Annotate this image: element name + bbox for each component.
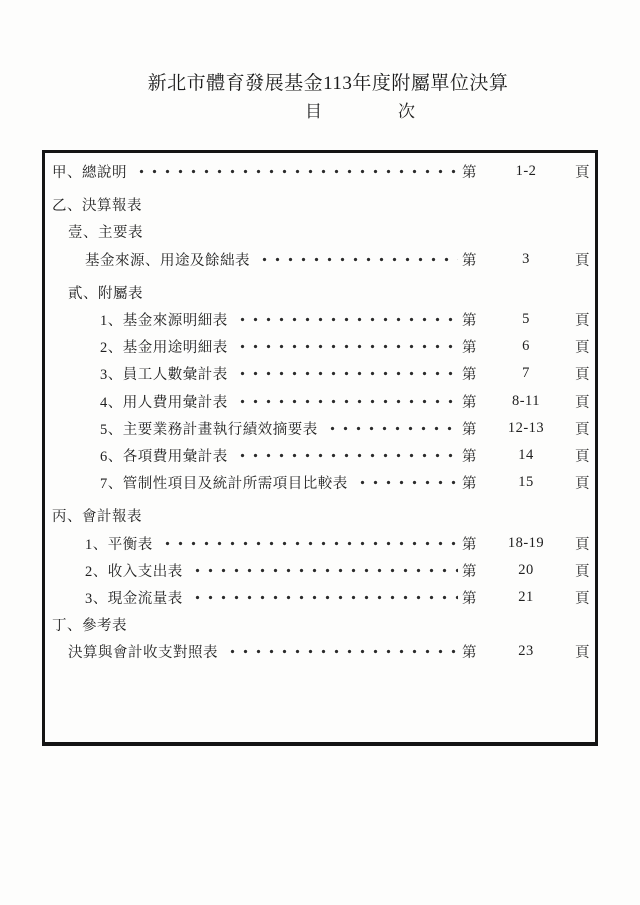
toc-entry-label: 基金來源、用途及餘絀表 bbox=[85, 252, 250, 269]
page-reference bbox=[462, 418, 590, 439]
dot-leader bbox=[234, 442, 458, 469]
page-prefix: 第 bbox=[462, 313, 477, 330]
toc-border-box bbox=[42, 150, 598, 746]
toc-entry-label: 2、收入支出表 bbox=[85, 563, 183, 580]
toc-entry-label: 1、平衡表 bbox=[85, 536, 153, 553]
page-reference bbox=[462, 363, 590, 384]
toc-entry bbox=[45, 415, 595, 442]
toc-entry bbox=[45, 306, 595, 333]
toc-heading-left-char: 目 bbox=[305, 102, 322, 121]
dot-leader bbox=[234, 333, 458, 360]
page-reference bbox=[462, 587, 590, 608]
toc-entry bbox=[45, 246, 595, 273]
page-reference bbox=[462, 249, 590, 270]
toc-entry-label: 貳、附屬表 bbox=[68, 285, 143, 302]
page-number: 20 bbox=[518, 561, 534, 578]
page-prefix: 第 bbox=[462, 448, 477, 465]
page-reference bbox=[462, 472, 590, 493]
toc-entry-label: 丙、會計報表 bbox=[52, 509, 142, 526]
toc-entry bbox=[45, 388, 595, 415]
toc-entry bbox=[45, 469, 595, 496]
page-reference bbox=[462, 161, 590, 182]
page-prefix: 第 bbox=[462, 165, 477, 182]
page-reference bbox=[462, 641, 590, 662]
page-prefix: 第 bbox=[462, 340, 477, 357]
page-number: 18-19 bbox=[507, 534, 545, 551]
toc-entry-label: 甲、總說明 bbox=[52, 165, 127, 182]
toc-entry-label: 6、各項費用彙計表 bbox=[100, 448, 228, 465]
toc-entry bbox=[45, 191, 595, 218]
toc-entry-label: 4、用人費用彙計表 bbox=[100, 394, 228, 411]
page-suffix: 頁 bbox=[575, 590, 590, 607]
page-number: 12-13 bbox=[507, 419, 545, 436]
toc-entry-label: 壹、主要表 bbox=[68, 225, 143, 242]
dot-leader bbox=[189, 557, 458, 584]
page-reference bbox=[462, 533, 590, 554]
toc-entry-label: 3、員工人數彙計表 bbox=[100, 367, 228, 384]
toc-heading-right-char: 次 bbox=[398, 102, 415, 121]
page-prefix: 第 bbox=[462, 645, 477, 662]
page-suffix: 頁 bbox=[575, 313, 590, 330]
page-suffix: 頁 bbox=[575, 536, 590, 553]
page-number: 23 bbox=[518, 643, 534, 660]
dot-leader bbox=[324, 415, 458, 442]
page-reference bbox=[462, 309, 590, 330]
toc-entry-label: 5、主要業務計畫執行績效摘要表 bbox=[100, 421, 318, 438]
toc-entry-label: 2、基金用途明細表 bbox=[100, 340, 228, 357]
page-suffix: 頁 bbox=[575, 421, 590, 438]
page-reference bbox=[462, 391, 590, 412]
toc-entry bbox=[45, 333, 595, 360]
page-reference bbox=[462, 560, 590, 581]
page-prefix: 第 bbox=[462, 394, 477, 411]
page-number: 15 bbox=[518, 474, 534, 491]
document-title: 新北市體育發展基金113年度附屬單位決算 bbox=[147, 73, 509, 94]
page-prefix: 第 bbox=[462, 476, 477, 493]
page-prefix: 第 bbox=[462, 367, 477, 384]
page-number: 14 bbox=[518, 446, 534, 463]
page-prefix: 第 bbox=[462, 536, 477, 553]
toc-entry bbox=[45, 158, 595, 185]
page-number: 6 bbox=[522, 338, 530, 355]
dot-leader bbox=[159, 529, 458, 556]
dot-leader bbox=[234, 360, 458, 387]
page-suffix: 頁 bbox=[575, 645, 590, 662]
toc-entry bbox=[45, 611, 595, 638]
page-suffix: 頁 bbox=[575, 394, 590, 411]
toc-entry bbox=[45, 584, 595, 611]
toc-entry bbox=[45, 557, 595, 584]
page-suffix: 頁 bbox=[575, 340, 590, 357]
page-suffix: 頁 bbox=[575, 563, 590, 580]
page-reference bbox=[462, 445, 590, 466]
dot-leader bbox=[256, 246, 458, 273]
page-number: 3 bbox=[522, 250, 530, 267]
toc-entry-label: 丁、參考表 bbox=[52, 618, 127, 635]
toc-entry bbox=[45, 218, 595, 245]
toc-heading bbox=[40, 101, 640, 123]
page-reference bbox=[462, 336, 590, 357]
page-suffix: 頁 bbox=[575, 252, 590, 269]
toc-entry-label: 1、基金來源明細表 bbox=[100, 313, 228, 330]
page-suffix: 頁 bbox=[575, 448, 590, 465]
page-prefix: 第 bbox=[462, 563, 477, 580]
dot-leader bbox=[354, 469, 458, 496]
page-suffix: 頁 bbox=[575, 165, 590, 182]
page-suffix: 頁 bbox=[575, 476, 590, 493]
dot-leader bbox=[189, 584, 458, 611]
page-number: 5 bbox=[522, 311, 530, 328]
page-number: 1-2 bbox=[515, 163, 537, 180]
page-prefix: 第 bbox=[462, 421, 477, 438]
toc-list bbox=[45, 153, 595, 665]
toc-entry-label: 7、管制性項目及統計所需項目比較表 bbox=[100, 476, 348, 493]
page-number: 7 bbox=[522, 365, 530, 382]
toc-entry bbox=[45, 638, 595, 665]
toc-entry bbox=[45, 502, 595, 529]
dot-leader bbox=[224, 638, 458, 665]
page-prefix: 第 bbox=[462, 590, 477, 607]
toc-entry bbox=[45, 279, 595, 306]
dot-leader bbox=[234, 388, 458, 415]
toc-entry bbox=[45, 442, 595, 469]
toc-entry bbox=[45, 360, 595, 387]
dot-leader bbox=[234, 306, 458, 333]
toc-entry-label: 3、現金流量表 bbox=[85, 590, 183, 607]
page-suffix: 頁 bbox=[575, 367, 590, 384]
toc-entry-label: 乙、決算報表 bbox=[52, 198, 142, 215]
toc-entry bbox=[45, 529, 595, 556]
page-number: 21 bbox=[518, 588, 534, 605]
page-prefix: 第 bbox=[462, 252, 477, 269]
toc-entry-label: 決算與會計收支對照表 bbox=[68, 645, 218, 662]
page-number: 8-11 bbox=[511, 392, 541, 409]
dot-leader bbox=[133, 158, 458, 185]
